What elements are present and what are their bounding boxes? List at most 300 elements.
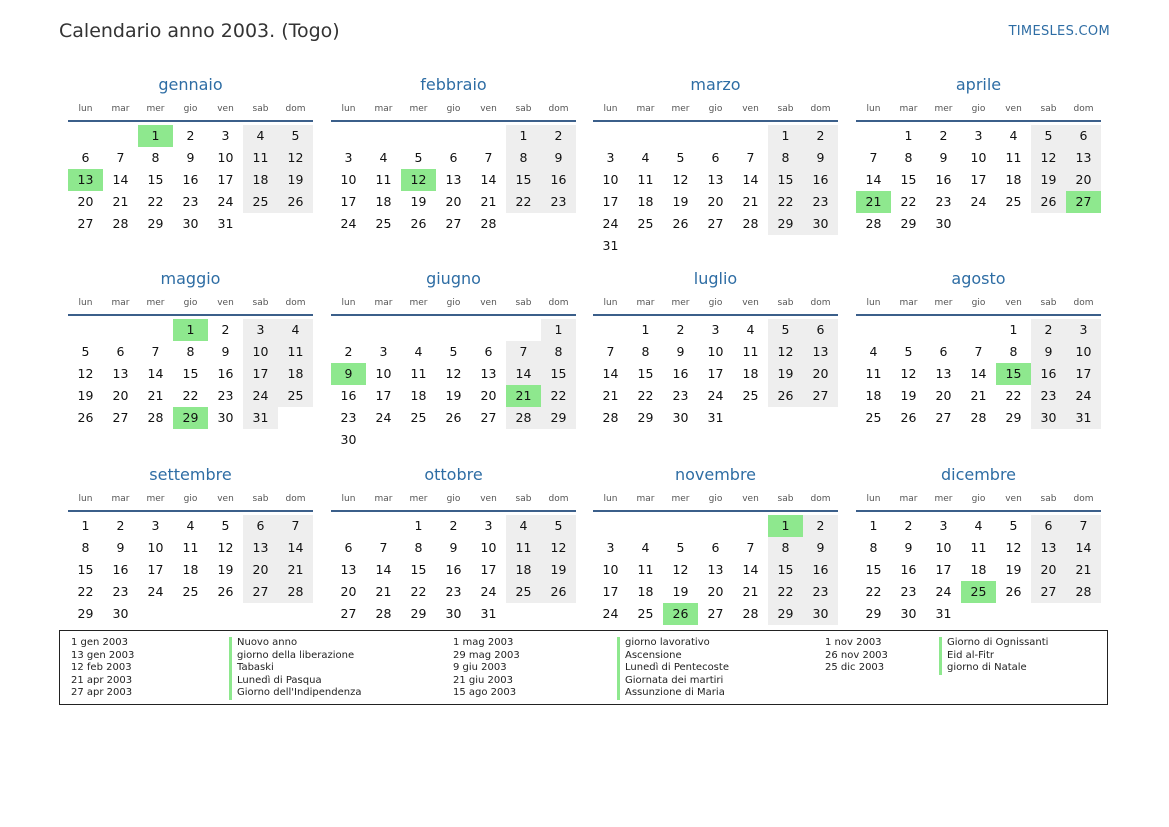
day-cell: 1 xyxy=(1009,322,1018,337)
legend-holiday-name: giorno della liberazione xyxy=(229,650,362,663)
day-cell: 26 xyxy=(1031,191,1066,213)
day-cell: 5 xyxy=(221,518,230,533)
day-cell: 8 xyxy=(541,341,576,363)
holiday-day-cell: 9 xyxy=(331,363,366,385)
day-cell: 18 xyxy=(637,584,654,599)
month-agosto xyxy=(856,269,1101,444)
day-cell: 14 xyxy=(1066,537,1101,559)
day-cell: 20 xyxy=(803,363,838,385)
day-cell: 21 xyxy=(970,388,987,403)
day-cell: 3 xyxy=(1066,319,1101,341)
legend-holiday-name: Nuovo anno xyxy=(229,637,362,650)
day-cell: 16 xyxy=(112,562,129,577)
day-cell: 4 xyxy=(278,319,313,341)
day-cell: 2 xyxy=(186,128,195,143)
day-cell: 20 xyxy=(1031,559,1066,581)
day-cell: 13 xyxy=(935,366,952,381)
day-cell: 5 xyxy=(1031,125,1066,147)
weekday-label: mar xyxy=(111,298,130,308)
day-cell: 31 xyxy=(243,407,278,429)
day-cell: 16 xyxy=(803,559,838,581)
day-cell: 14 xyxy=(480,172,497,187)
day-cell: 20 xyxy=(707,584,724,599)
day-cell: 15 xyxy=(506,169,541,191)
day-cell: 17 xyxy=(217,172,234,187)
day-cell: 5 xyxy=(1009,518,1018,533)
weekday-label: lun xyxy=(866,298,881,308)
day-cell: 12 xyxy=(77,366,94,381)
day-cell: 10 xyxy=(970,150,987,165)
day-cell: 18 xyxy=(375,194,392,209)
weekday-label: gio xyxy=(971,104,986,114)
weekday-label: mer xyxy=(409,104,428,114)
weekday-label: gio xyxy=(708,494,723,504)
day-cell: 14 xyxy=(278,537,313,559)
day-cell: 18 xyxy=(410,388,427,403)
day-cell: 19 xyxy=(217,562,234,577)
day-cell: 26 xyxy=(77,410,94,425)
day-cell: 11 xyxy=(637,172,654,187)
day-cell: 29 xyxy=(77,606,94,621)
day-cell: 25 xyxy=(375,216,392,231)
day-cell: 25 xyxy=(278,385,313,407)
legend-date: 27 apr 2003 xyxy=(71,687,133,698)
weekday-label: mer xyxy=(934,104,953,114)
day-cell: 30 xyxy=(217,410,234,425)
holiday-day-cell: 1 xyxy=(138,125,173,147)
day-cell: 29 xyxy=(900,216,917,231)
day-cell: 14 xyxy=(112,172,129,187)
day-cell: 7 xyxy=(379,540,388,555)
day-cell: 2 xyxy=(221,322,230,337)
day-cell: 1 xyxy=(81,518,90,533)
day-cell: 2 xyxy=(541,125,576,147)
day-cell: 29 xyxy=(865,606,882,621)
day-cell: 16 xyxy=(672,366,689,381)
weekday-label: gio xyxy=(183,104,198,114)
day-cell: 24 xyxy=(935,584,952,599)
day-cell: 2 xyxy=(803,125,838,147)
day-cell: 9 xyxy=(904,540,913,555)
day-cell: 17 xyxy=(1066,363,1101,385)
weekday-label: mar xyxy=(111,494,130,504)
day-cell: 10 xyxy=(602,172,619,187)
day-cell: 24 xyxy=(340,216,357,231)
day-cell: 9 xyxy=(186,150,195,165)
day-cell: 9 xyxy=(1031,341,1066,363)
day-cell: 22 xyxy=(1005,388,1022,403)
day-cell: 21 xyxy=(1066,559,1101,581)
day-cell: 24 xyxy=(1066,385,1101,407)
day-cell: 16 xyxy=(541,169,576,191)
day-cell: 28 xyxy=(480,216,497,231)
weekday-label: mar xyxy=(374,494,393,504)
legend-date: 26 nov 2003 xyxy=(825,649,888,661)
day-cell: 8 xyxy=(768,537,803,559)
day-cell: 25 xyxy=(637,606,654,621)
day-cell: 5 xyxy=(676,540,685,555)
day-cell: 9 xyxy=(939,150,948,165)
legend-holiday-name: Lunedì di Pasqua xyxy=(229,675,362,688)
day-cell: 5 xyxy=(81,344,90,359)
day-cell: 15 xyxy=(77,562,94,577)
month-name: dicembre xyxy=(940,465,1017,484)
weekday-label: lun xyxy=(866,104,881,114)
day-cell: 16 xyxy=(340,388,357,403)
day-cell: 26 xyxy=(541,581,576,603)
day-cell: 12 xyxy=(768,341,803,363)
day-cell: 30 xyxy=(672,410,689,425)
legend-names-col-1 xyxy=(229,637,362,700)
day-cell: 21 xyxy=(112,194,129,209)
day-cell: 7 xyxy=(1066,515,1101,537)
day-cell: 8 xyxy=(81,540,90,555)
day-cell: 16 xyxy=(900,562,917,577)
day-cell: 20 xyxy=(112,388,129,403)
day-cell: 13 xyxy=(445,172,462,187)
day-cell: 6 xyxy=(449,150,458,165)
day-cell: 7 xyxy=(746,150,755,165)
day-cell: 2 xyxy=(449,518,458,533)
weekday-label: sab xyxy=(1040,104,1057,114)
day-cell: 23 xyxy=(672,388,689,403)
day-cell: 25 xyxy=(410,410,427,425)
day-cell: 13 xyxy=(707,172,724,187)
day-cell: 18 xyxy=(742,366,759,381)
day-cell: 26 xyxy=(900,410,917,425)
weekday-label: lun xyxy=(341,494,356,504)
weekday-label: dom xyxy=(285,494,306,504)
day-cell: 23 xyxy=(935,194,952,209)
month-name: maggio xyxy=(160,269,221,288)
day-cell: 26 xyxy=(410,216,427,231)
day-cell: 12 xyxy=(672,562,689,577)
day-cell: 28 xyxy=(970,410,987,425)
day-cell: 11 xyxy=(410,366,427,381)
day-cell: 8 xyxy=(186,344,195,359)
day-cell: 27 xyxy=(340,606,357,621)
day-cell: 31 xyxy=(217,216,234,231)
weekday-label: dom xyxy=(810,104,831,114)
day-cell: 23 xyxy=(1031,385,1066,407)
legend-holiday-name: giorno lavorativo xyxy=(617,637,729,650)
weekday-label: ven xyxy=(217,104,234,114)
day-cell: 31 xyxy=(935,606,952,621)
day-cell: 24 xyxy=(480,584,497,599)
day-cell: 26 xyxy=(445,410,462,425)
day-cell: 2 xyxy=(803,515,838,537)
day-cell: 18 xyxy=(1005,172,1022,187)
day-cell: 13 xyxy=(707,562,724,577)
day-cell: 12 xyxy=(278,147,313,169)
day-cell: 23 xyxy=(182,194,199,209)
day-cell: 13 xyxy=(112,366,129,381)
day-cell: 11 xyxy=(182,540,199,555)
day-cell: 28 xyxy=(506,407,541,429)
day-cell: 29 xyxy=(768,213,803,235)
legend-holiday-name: Eid al-Fitr xyxy=(939,650,1048,663)
day-cell: 25 xyxy=(865,410,882,425)
legend-holiday-name: Tabaski xyxy=(229,662,362,675)
weekday-label: mer xyxy=(146,104,165,114)
month-name: aprile xyxy=(955,75,1002,94)
holiday-day-cell: 12 xyxy=(401,169,436,191)
day-cell: 3 xyxy=(344,150,353,165)
day-cell: 19 xyxy=(768,363,803,385)
day-cell: 18 xyxy=(970,562,987,577)
day-cell: 5 xyxy=(541,515,576,537)
holiday-day-cell: 13 xyxy=(68,169,103,191)
day-cell: 10 xyxy=(147,540,164,555)
weekday-label: mar xyxy=(899,494,918,504)
day-cell: 27 xyxy=(707,606,724,621)
day-cell: 27 xyxy=(243,581,278,603)
month-name: novembre xyxy=(674,465,757,484)
day-cell: 6 xyxy=(711,540,720,555)
month-dicembre xyxy=(856,465,1101,640)
weekday-label: mar xyxy=(374,104,393,114)
day-cell: 8 xyxy=(641,344,650,359)
day-cell: 24 xyxy=(243,385,278,407)
day-cell: 28 xyxy=(865,216,882,231)
day-cell: 3 xyxy=(151,518,160,533)
day-cell: 3 xyxy=(711,322,720,337)
day-cell: 18 xyxy=(637,194,654,209)
month-name: febbraio xyxy=(420,75,487,94)
day-cell: 8 xyxy=(768,147,803,169)
day-cell: 12 xyxy=(1031,147,1066,169)
day-cell: 27 xyxy=(935,410,952,425)
day-cell: 2 xyxy=(939,128,948,143)
day-cell: 15 xyxy=(865,562,882,577)
weekday-label: mer xyxy=(671,298,690,308)
day-cell: 15 xyxy=(768,559,803,581)
day-cell: 26 xyxy=(768,385,803,407)
day-cell: 27 xyxy=(480,410,497,425)
day-cell: 22 xyxy=(77,584,94,599)
day-cell: 8 xyxy=(506,147,541,169)
day-cell: 4 xyxy=(1009,128,1018,143)
day-cell: 6 xyxy=(81,150,90,165)
weekday-label: lun xyxy=(603,298,618,308)
weekday-label: mar xyxy=(899,298,918,308)
day-cell: 6 xyxy=(243,515,278,537)
weekday-label: lun xyxy=(341,104,356,114)
weekday-label: lun xyxy=(78,298,93,308)
legend-holiday-name: giorno di Natale xyxy=(939,662,1048,675)
day-cell: 7 xyxy=(151,344,160,359)
day-cell: 25 xyxy=(1005,194,1022,209)
holiday-day-cell: 27 xyxy=(1066,191,1101,213)
holiday-day-cell: 29 xyxy=(173,407,208,429)
month-ottobre xyxy=(331,465,576,640)
day-cell: 26 xyxy=(1005,584,1022,599)
weekday-label: ven xyxy=(217,298,234,308)
weekday-label: ven xyxy=(1005,104,1022,114)
day-cell: 4 xyxy=(746,322,755,337)
holiday-legend xyxy=(59,630,1108,705)
day-cell: 4 xyxy=(379,150,388,165)
day-cell: 2 xyxy=(1031,319,1066,341)
day-cell: 22 xyxy=(182,388,199,403)
day-cell: 21 xyxy=(375,584,392,599)
day-cell: 5 xyxy=(449,344,458,359)
holiday-day-cell: 26 xyxy=(663,603,698,625)
weekday-label: mer xyxy=(409,494,428,504)
month-divider xyxy=(856,120,1101,122)
weekday-label: gio xyxy=(971,298,986,308)
day-cell: 4 xyxy=(414,344,423,359)
day-cell: 23 xyxy=(445,584,462,599)
month-divider xyxy=(68,510,313,512)
legend-holiday-name: Giorno di Ognissanti xyxy=(939,637,1048,650)
day-cell: 1 xyxy=(641,322,650,337)
day-cell: 22 xyxy=(541,385,576,407)
legend-date: 1 mag 2003 xyxy=(453,637,514,648)
day-cell: 6 xyxy=(1031,515,1066,537)
day-cell: 4 xyxy=(869,344,878,359)
day-cell: 24 xyxy=(602,216,619,231)
day-cell: 15 xyxy=(147,172,164,187)
day-cell: 6 xyxy=(803,319,838,341)
day-cell: 22 xyxy=(900,194,917,209)
day-cell: 27 xyxy=(707,216,724,231)
day-cell: 22 xyxy=(410,584,427,599)
day-cell: 13 xyxy=(243,537,278,559)
month-divider xyxy=(593,510,838,512)
day-cell: 29 xyxy=(768,603,803,625)
day-cell: 1 xyxy=(506,125,541,147)
holiday-day-cell: 1 xyxy=(173,319,208,341)
weekday-label: mar xyxy=(636,494,655,504)
day-cell: 11 xyxy=(865,366,882,381)
day-cell: 26 xyxy=(217,584,234,599)
weekday-label: sab xyxy=(777,298,794,308)
day-cell: 3 xyxy=(221,128,230,143)
day-cell: 16 xyxy=(1031,363,1066,385)
day-cell: 2 xyxy=(904,518,913,533)
day-cell: 9 xyxy=(541,147,576,169)
day-cell: 6 xyxy=(711,150,720,165)
weekday-label: dom xyxy=(1073,494,1094,504)
day-cell: 17 xyxy=(480,562,497,577)
day-cell: 10 xyxy=(935,540,952,555)
day-cell: 28 xyxy=(112,216,129,231)
day-cell: 27 xyxy=(445,216,462,231)
weekday-label: ven xyxy=(1005,494,1022,504)
day-cell: 16 xyxy=(182,172,199,187)
weekday-label: ven xyxy=(742,298,759,308)
weekday-label: dom xyxy=(285,298,306,308)
day-cell: 11 xyxy=(970,540,987,555)
day-cell: 24 xyxy=(970,194,987,209)
weekday-label: sab xyxy=(515,298,532,308)
day-cell: 30 xyxy=(182,216,199,231)
legend-dates-col-1 xyxy=(71,637,134,700)
day-cell: 3 xyxy=(974,128,983,143)
day-cell: 4 xyxy=(641,540,650,555)
day-cell: 14 xyxy=(506,363,541,385)
day-cell: 26 xyxy=(672,216,689,231)
day-cell: 9 xyxy=(221,344,230,359)
month-divider xyxy=(68,120,313,122)
day-cell: 29 xyxy=(147,216,164,231)
holiday-day-cell: 1 xyxy=(768,515,803,537)
holiday-day-cell: 25 xyxy=(961,581,996,603)
day-cell: 1 xyxy=(541,319,576,341)
day-cell: 22 xyxy=(147,194,164,209)
day-cell: 25 xyxy=(506,581,541,603)
month-divider xyxy=(331,120,576,122)
day-cell: 29 xyxy=(1005,410,1022,425)
brand-link[interactable]: TIMESLES.COM xyxy=(1008,24,1110,39)
day-cell: 6 xyxy=(939,344,948,359)
weekday-label: mar xyxy=(636,298,655,308)
day-cell: 14 xyxy=(375,562,392,577)
day-cell: 30 xyxy=(935,216,952,231)
day-cell: 10 xyxy=(375,366,392,381)
day-cell: 24 xyxy=(375,410,392,425)
day-cell: 9 xyxy=(116,540,125,555)
day-cell: 6 xyxy=(484,344,493,359)
day-cell: 27 xyxy=(77,216,94,231)
day-cell: 1 xyxy=(869,518,878,533)
day-cell: 22 xyxy=(768,191,803,213)
day-cell: 31 xyxy=(707,410,724,425)
day-cell: 2 xyxy=(676,322,685,337)
day-cell: 5 xyxy=(414,150,423,165)
legend-date: 13 gen 2003 xyxy=(71,649,135,661)
day-cell: 13 xyxy=(803,341,838,363)
weekday-label: gio xyxy=(446,298,461,308)
day-cell: 20 xyxy=(340,584,357,599)
day-cell: 13 xyxy=(340,562,357,577)
day-cell: 4 xyxy=(506,515,541,537)
day-cell: 14 xyxy=(865,172,882,187)
day-cell: 11 xyxy=(637,562,654,577)
day-cell: 30 xyxy=(340,432,357,447)
day-cell: 22 xyxy=(637,388,654,403)
legend-date: 15 ago 2003 xyxy=(453,687,517,698)
weekday-label: ven xyxy=(480,494,497,504)
legend-date: 12 feb 2003 xyxy=(71,662,132,673)
day-cell: 17 xyxy=(375,388,392,403)
day-cell: 19 xyxy=(410,194,427,209)
day-cell: 22 xyxy=(865,584,882,599)
day-cell: 12 xyxy=(445,366,462,381)
day-cell: 10 xyxy=(340,172,357,187)
day-cell: 16 xyxy=(217,366,234,381)
weekday-label: lun xyxy=(341,298,356,308)
weekday-label: dom xyxy=(548,298,569,308)
day-cell: 12 xyxy=(541,537,576,559)
month-divider xyxy=(856,510,1101,512)
day-cell: 7 xyxy=(116,150,125,165)
legend-names-col-2 xyxy=(617,637,729,700)
day-cell: 24 xyxy=(147,584,164,599)
month-settembre xyxy=(68,465,313,640)
month-maggio xyxy=(68,269,313,444)
day-cell: 8 xyxy=(869,540,878,555)
day-cell: 10 xyxy=(480,540,497,555)
day-cell: 16 xyxy=(803,169,838,191)
day-cell: 9 xyxy=(803,537,838,559)
day-cell: 12 xyxy=(672,172,689,187)
day-cell: 22 xyxy=(768,581,803,603)
day-cell: 18 xyxy=(278,363,313,385)
day-cell: 23 xyxy=(900,584,917,599)
weekday-label: ven xyxy=(742,494,759,504)
